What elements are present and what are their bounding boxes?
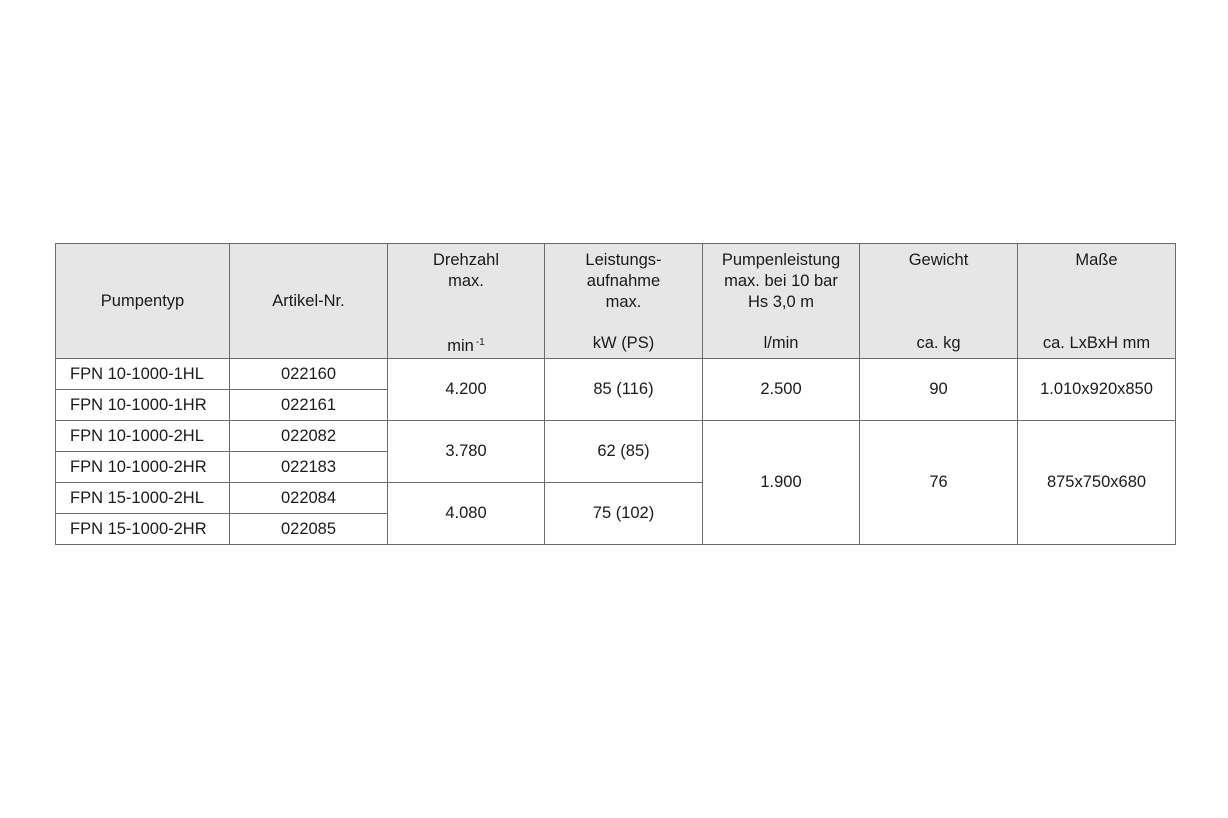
header-drehzahl-unit: min $^{-1}$ xyxy=(447,337,485,355)
cell-pumpenleistung: 1.900 xyxy=(703,421,860,545)
header-pumpentyp-label: Pumpentyp xyxy=(100,292,185,310)
cell-pumpentyp: FPN 10-1000-2HL xyxy=(56,421,230,452)
pump-spec-table xyxy=(55,243,1176,545)
cell-masse: 875x750x680 xyxy=(1018,421,1176,545)
header-leistung xyxy=(545,244,703,359)
header-leistung-line: Leistungs- xyxy=(585,251,662,269)
header-gewicht-unit: ca. kg xyxy=(916,334,961,352)
cell-artikel: 022082 xyxy=(230,421,388,452)
cell-drehzahl: 4.200 xyxy=(388,359,545,421)
cell-artikel: 022161 xyxy=(230,390,388,421)
cell-pumpentyp: FPN 15-1000-2HL xyxy=(56,483,230,514)
header-pumpenleistung-line: max. bei 10 bar xyxy=(724,272,838,290)
table-row xyxy=(56,421,1176,452)
header-drehzahl xyxy=(388,244,545,359)
header-leistung-unit: kW (PS) xyxy=(592,334,655,352)
cell-artikel: 022183 xyxy=(230,452,388,483)
cell-masse: 1.010x920x850 xyxy=(1018,359,1176,421)
header-artikel-label: Artikel-Nr. xyxy=(272,292,345,310)
cell-artikel: 022085 xyxy=(230,514,388,545)
cell-drehzahl: 4.080 xyxy=(388,483,545,545)
header-row xyxy=(56,244,1176,359)
header-drehzahl-line: max. xyxy=(448,272,484,290)
header-masse-label: Maße xyxy=(1075,251,1118,269)
cell-leistung: 62 (85) xyxy=(545,421,703,483)
unit-superscript: -1 xyxy=(475,337,485,348)
cell-gewicht: 76 xyxy=(860,421,1018,545)
header-artikel xyxy=(230,244,388,359)
cell-pumpentyp: FPN 10-1000-1HR xyxy=(56,390,230,421)
header-pumpenleistung-line: Pumpenleistung xyxy=(721,251,841,269)
cell-drehzahl: 3.780 xyxy=(388,421,545,483)
header-pumpentyp xyxy=(56,244,230,359)
header-leistung-line: aufnahme xyxy=(586,272,661,290)
header-pumpenleistung xyxy=(703,244,860,359)
header-masse-unit: ca. LxBxH mm xyxy=(1042,334,1151,352)
header-leistung-line: max. xyxy=(605,293,642,311)
table-row xyxy=(56,359,1176,390)
header-drehzahl-line: Drehzahl xyxy=(432,251,500,269)
header-masse xyxy=(1018,244,1176,359)
cell-leistung: 85 (116) xyxy=(545,359,703,421)
cell-pumpentyp: FPN 10-1000-2HR xyxy=(56,452,230,483)
cell-pumpenleistung: 2.500 xyxy=(703,359,860,421)
cell-pumpentyp: FPN 15-1000-2HR xyxy=(56,514,230,545)
header-gewicht-label: Gewicht xyxy=(908,251,969,269)
cell-artikel: 022084 xyxy=(230,483,388,514)
cell-leistung: 75 (102) xyxy=(545,483,703,545)
cell-artikel: 022160 xyxy=(230,359,388,390)
cell-gewicht: 90 xyxy=(860,359,1018,421)
header-pumpenleistung-line: Hs 3,0 m xyxy=(747,293,815,311)
header-pumpenleistung-unit: l/min xyxy=(763,334,799,352)
header-gewicht xyxy=(860,244,1018,359)
cell-pumpentyp: FPN 10-1000-1HL xyxy=(56,359,230,390)
